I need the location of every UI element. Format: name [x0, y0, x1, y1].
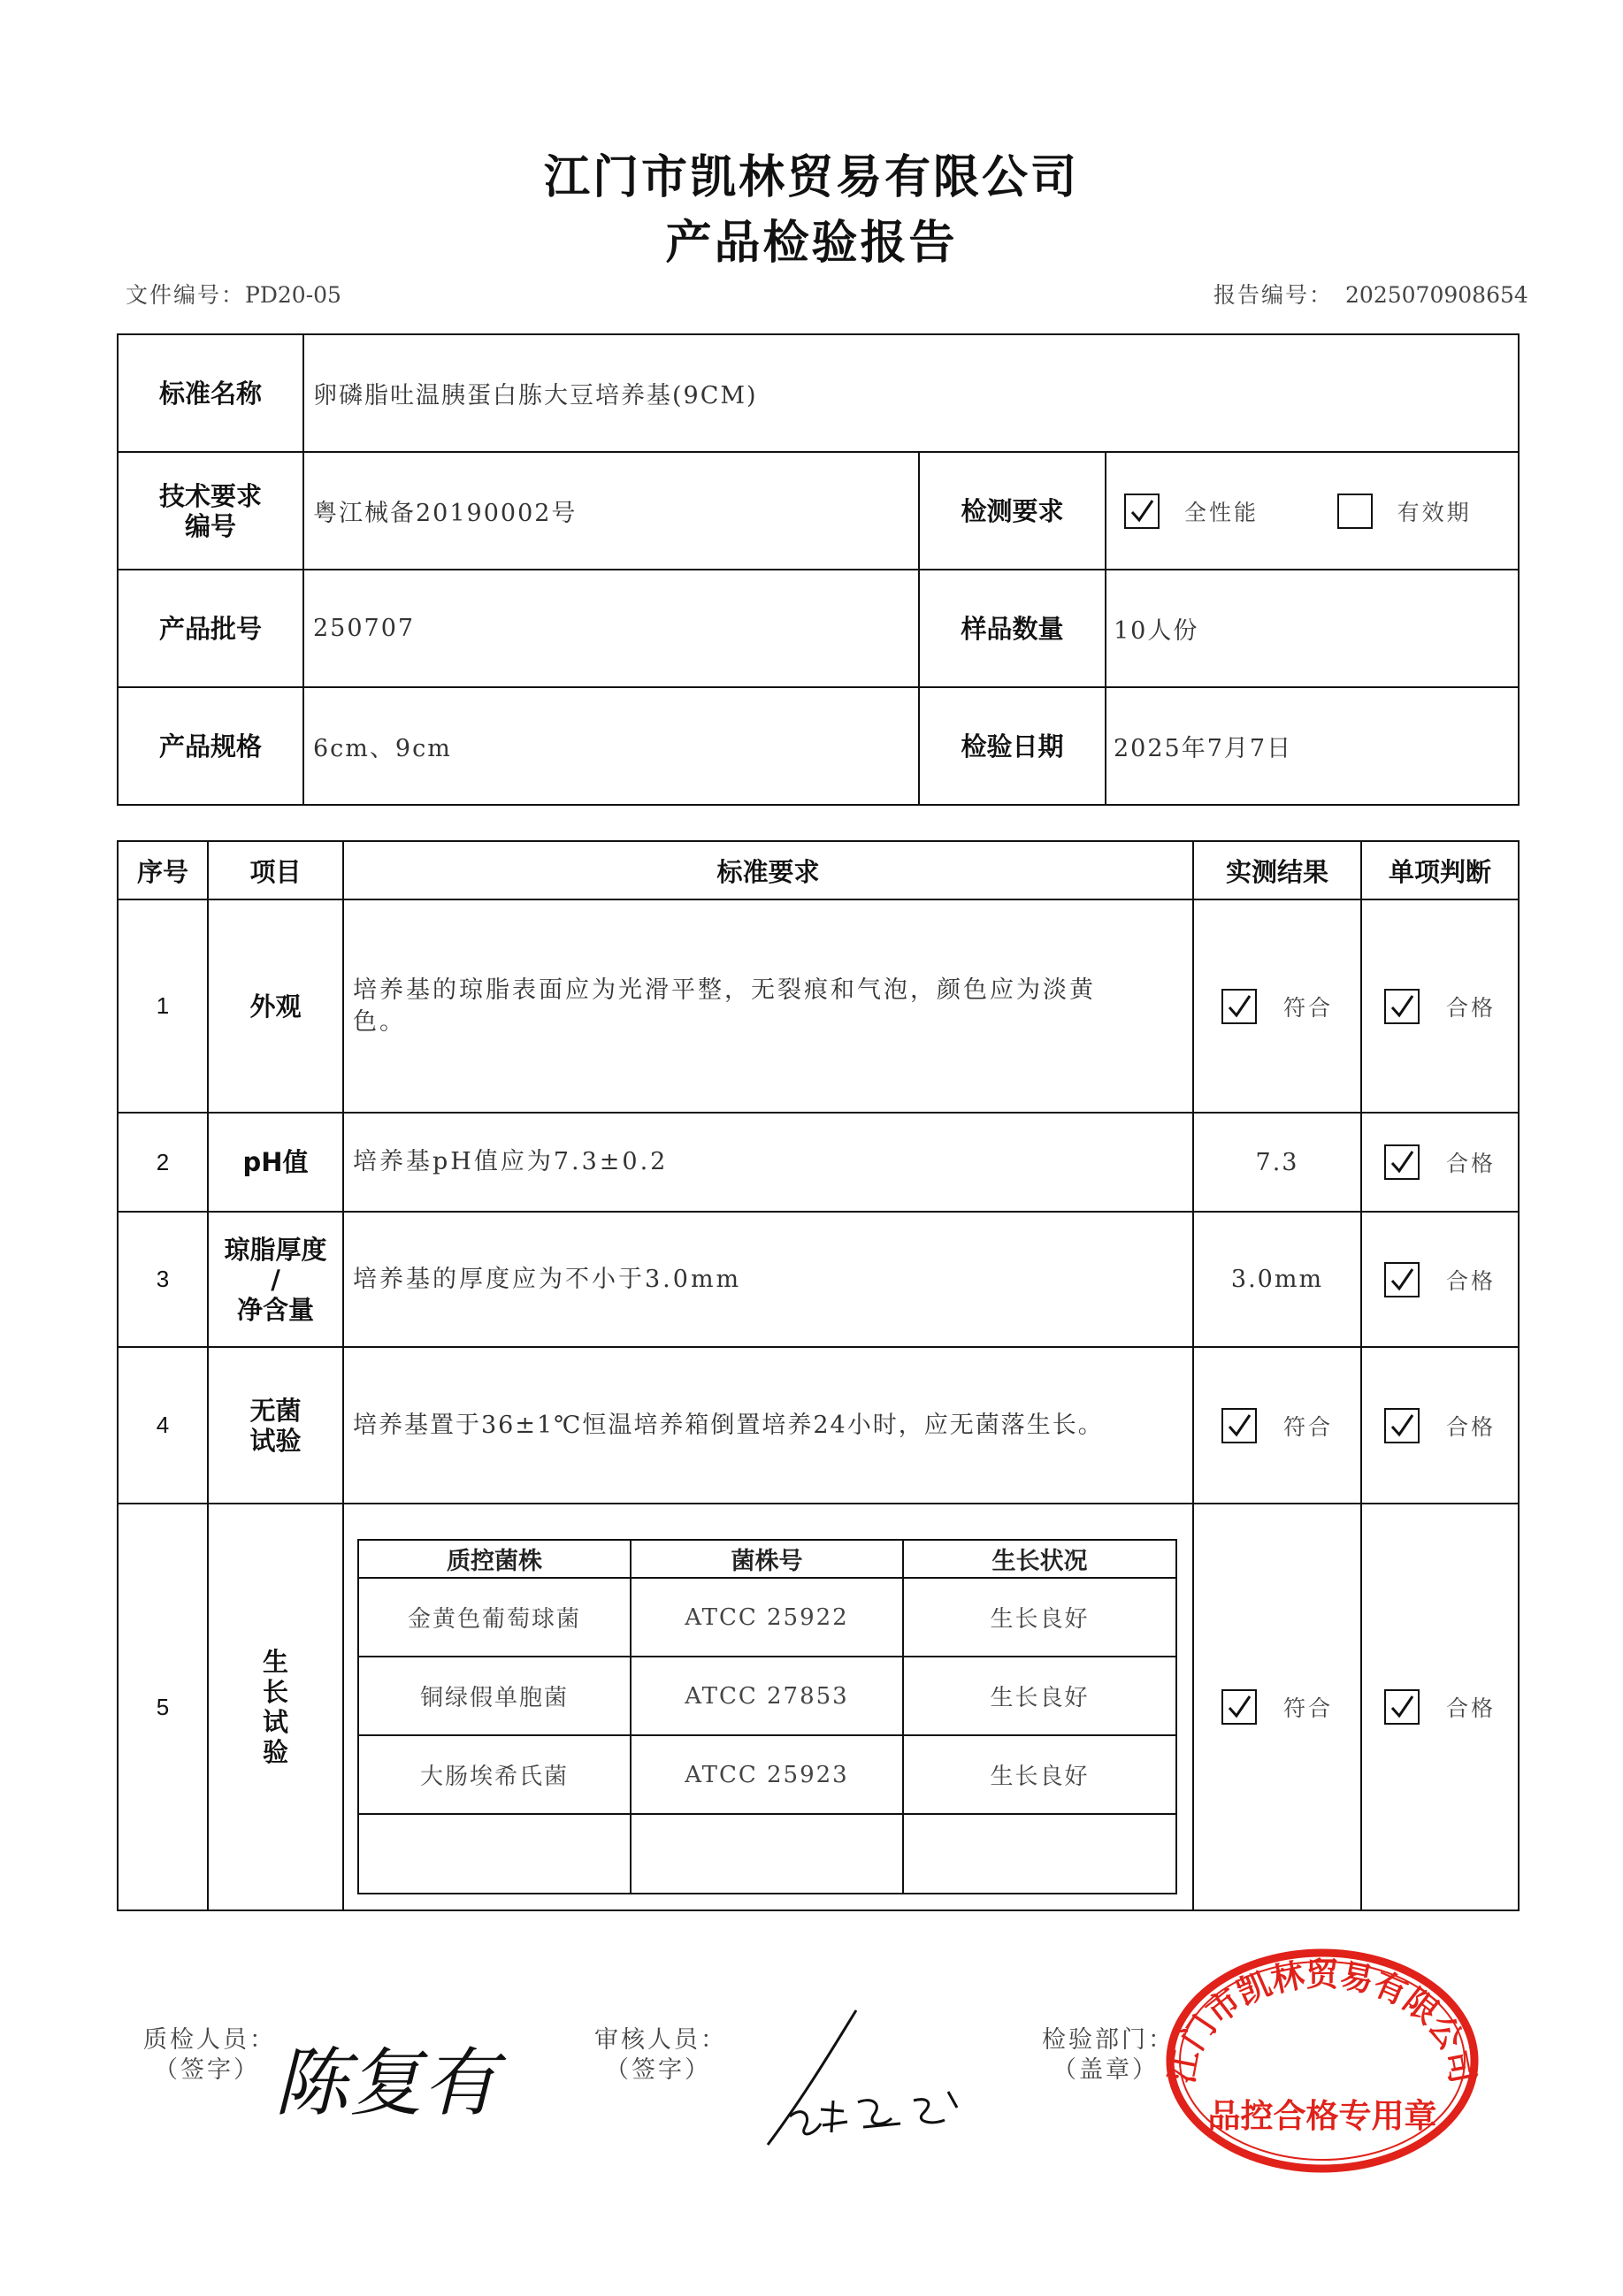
result-label: 符合: [1282, 1413, 1333, 1440]
row-judgment: [1361, 1113, 1519, 1212]
row-requirement: 培养基的琼脂表面应为光滑平整，无裂痕和气泡，颜色应为淡黄色。: [343, 899, 1193, 1113]
row-item-line: 长: [262, 1677, 288, 1707]
batch-label: 产品批号: [118, 570, 303, 687]
info-table: [117, 333, 1520, 806]
row-item: [208, 1212, 343, 1347]
table-row: [118, 1212, 1519, 1347]
doc-number-label: 文件编号：: [126, 282, 246, 308]
row-item-line: 琼脂厚度: [224, 1234, 327, 1265]
judgment-label: 合格: [1445, 1151, 1496, 1176]
result-label: 符合: [1282, 1695, 1333, 1721]
result-checkbox[interactable]: [1221, 1689, 1257, 1725]
row-judgment: [1361, 1347, 1519, 1504]
check-icon: [1129, 498, 1155, 524]
strain-id: ATCC 25923: [631, 1735, 903, 1814]
row-item-line: 净含量: [236, 1294, 314, 1325]
judgment-checkbox[interactable]: [1384, 989, 1420, 1024]
strain-id: ATCC 27853: [631, 1657, 903, 1735]
strain-id: ATCC 25922: [631, 1578, 903, 1657]
report-title: 产品检验报告: [665, 217, 958, 270]
strain-empty-cell: [631, 1814, 903, 1894]
spec-value: 6cm、9cm: [303, 687, 919, 805]
tech-req-label-line1: 技术要求: [158, 480, 262, 511]
sample-qty-label: 样品数量: [919, 570, 1106, 687]
check-icon: [1226, 1412, 1252, 1439]
doc-number-value: PD20-05: [245, 282, 341, 308]
strain-header-row: [358, 1540, 1176, 1578]
sample-qty-value: 10人份: [1106, 570, 1519, 687]
row-item-line: 无菌: [249, 1395, 302, 1426]
strain-name: 金黄色葡萄球菌: [358, 1578, 631, 1657]
reviewer-signature: [759, 2003, 980, 2154]
check-icon: [1389, 1694, 1415, 1720]
check-icon: [1226, 993, 1252, 1020]
result-checkbox[interactable]: [1221, 1408, 1257, 1443]
row-item-line: 生: [262, 1647, 288, 1677]
table-row: [118, 1113, 1519, 1212]
strain-header-id: 菌株号: [631, 1540, 903, 1578]
batch-value: 250707: [303, 570, 919, 687]
col-header-result: 实测结果: [1193, 841, 1361, 899]
reviewer-label: 审核人员：: [594, 2026, 727, 2054]
row-requirement: 培养基的厚度应为不小于3.0mm: [343, 1212, 1193, 1347]
judgment-label: 合格: [1445, 1413, 1496, 1440]
full-performance-checkbox[interactable]: [1124, 494, 1160, 529]
inspector-signature-block: [143, 2025, 276, 2086]
row-item-line: /: [271, 1264, 280, 1295]
judgment-checkbox[interactable]: [1384, 1262, 1420, 1297]
judgment-label: 合格: [1445, 994, 1496, 1021]
standard-name-value: 卵磷脂吐温胰蛋白胨大豆培养基(9CM): [303, 334, 1519, 452]
tech-req-value: 粤江械备20190002号: [303, 452, 919, 570]
row-judgment: [1361, 899, 1519, 1113]
tech-req-label: [118, 452, 303, 570]
report-number-value: 2025070908654: [1345, 282, 1528, 308]
col-header-requirement: 标准要求: [343, 841, 1193, 899]
dept-label: 检验部门：: [1042, 2026, 1175, 2054]
spec-label: 产品规格: [118, 687, 303, 805]
inspector-sub-label: （签字）: [154, 2056, 260, 2084]
check-icon: [1389, 1412, 1415, 1439]
table-row: [118, 899, 1519, 1113]
row-number: 1: [118, 899, 208, 1113]
strain-name: 大肠埃希氏菌: [358, 1735, 631, 1814]
col-header-judgment: 单项判断: [1361, 841, 1519, 899]
row-item: 外观: [208, 899, 343, 1113]
inspector-label: 质检人员：: [143, 2026, 276, 2054]
row-item: pH值: [208, 1113, 343, 1212]
strain-status: 生长良好: [903, 1657, 1176, 1735]
svg-text:江门市凯林贸易有限公司: [1163, 1955, 1482, 2086]
row-number: 2: [118, 1113, 208, 1212]
result-label: 符合: [1282, 994, 1333, 1021]
row-result-value: 3.0mm: [1193, 1212, 1361, 1347]
company-seal: [1159, 1941, 1486, 2180]
col-header-no: 序号: [118, 841, 208, 899]
strain-empty-cell: [358, 1814, 631, 1894]
strain-row: [358, 1578, 1176, 1657]
strain-status: 生长良好: [903, 1578, 1176, 1657]
report-number: [1213, 278, 1528, 310]
strain-row-empty: [358, 1814, 1176, 1894]
row-requirement: 培养基pH值应为7.3±0.2: [343, 1113, 1193, 1212]
test-req-options: [1106, 452, 1519, 570]
row-item-line: 试: [262, 1707, 288, 1737]
col-header-item: 项目: [208, 841, 343, 899]
validity-label: 有效期: [1397, 499, 1472, 525]
inspector-signature: [265, 2032, 517, 2130]
dept-sub-label: （盖章）: [1053, 2056, 1159, 2084]
row-result: [1193, 1347, 1361, 1504]
row-number: 4: [118, 1347, 208, 1504]
strain-header-status: 生长状况: [903, 1540, 1176, 1578]
row-number: 5: [118, 1504, 208, 1910]
strain-row: [358, 1657, 1176, 1735]
test-date-value: 2025年7月7日: [1106, 687, 1519, 805]
standard-name-label: 标准名称: [118, 334, 303, 452]
full-performance-label: 全性能: [1184, 499, 1259, 525]
row-judgment: [1361, 1212, 1519, 1347]
doc-number: [126, 278, 341, 310]
dept-seal-block: [1042, 2025, 1175, 2086]
row-item-line: 验: [262, 1737, 288, 1767]
strain-status: 生长良好: [903, 1735, 1176, 1814]
row-result-value: 7.3: [1193, 1113, 1361, 1212]
results-header-row: [118, 841, 1519, 899]
reviewer-sub-label: （签字）: [605, 2056, 711, 2084]
check-icon: [1389, 1149, 1415, 1175]
row-requirement: 培养基置于36±1℃恒温培养箱倒置培养24小时，应无菌落生长。: [343, 1347, 1193, 1504]
table-row: [118, 1347, 1519, 1504]
judgment-label: 合格: [1445, 1695, 1496, 1721]
row-judgment: [1361, 1504, 1519, 1910]
row-item-line: 试验: [249, 1425, 302, 1456]
strain-header-name: 质控菌株: [358, 1540, 631, 1578]
strain-row: [358, 1735, 1176, 1814]
row-result: [1193, 899, 1361, 1113]
judgment-label: 合格: [1445, 1267, 1496, 1294]
row-number: 3: [118, 1212, 208, 1347]
test-req-label: 检测要求: [919, 452, 1106, 570]
check-icon: [1389, 1267, 1415, 1293]
seal-bottom-text: 品控合格专用章: [1207, 2097, 1437, 2135]
test-date-label: 检验日期: [919, 687, 1106, 805]
result-checkbox[interactable]: [1221, 989, 1257, 1024]
row-item: [208, 1347, 343, 1504]
validity-checkbox[interactable]: [1337, 494, 1373, 529]
reviewer-signature-block: [594, 2025, 727, 2086]
judgment-checkbox[interactable]: [1384, 1144, 1420, 1180]
inspector-signature-text: 陈复有: [274, 2040, 498, 2126]
judgment-checkbox[interactable]: [1384, 1408, 1420, 1443]
company-name: 江门市凯林贸易有限公司: [543, 151, 1079, 204]
seal-top-text: 江门市凯林贸易有限公司: [1162, 1955, 1482, 2086]
strain-empty-cell: [903, 1814, 1176, 1894]
check-icon: [1389, 993, 1415, 1020]
row-item: [208, 1504, 343, 1910]
row-result: [1193, 1504, 1361, 1910]
tech-req-label-line2: 编号: [184, 510, 236, 541]
strain-name: 铜绿假单胞菌: [358, 1657, 631, 1735]
judgment-checkbox[interactable]: [1384, 1689, 1420, 1725]
report-number-label: 报告编号：: [1213, 282, 1334, 308]
strain-table: [357, 1539, 1177, 1894]
check-icon: [1226, 1694, 1252, 1720]
